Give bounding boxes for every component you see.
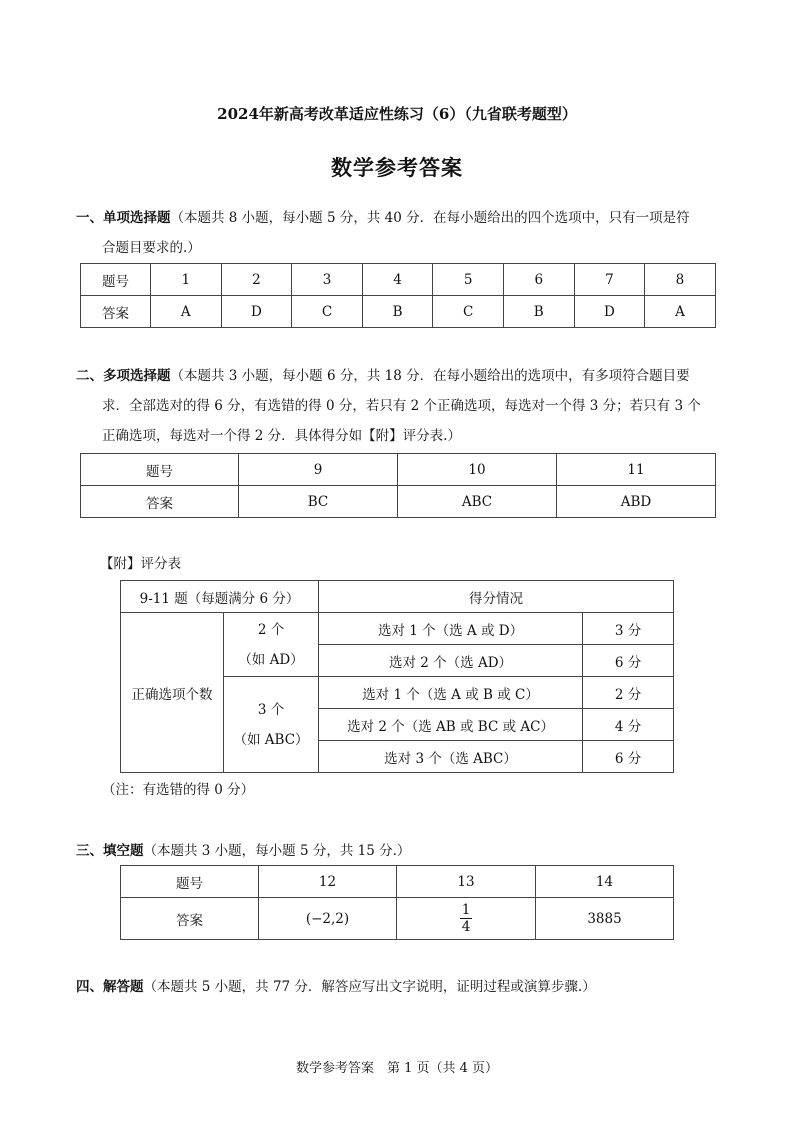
section3-desc: （本题共 3 小题，每小题 5 分，共 15 分.） (143, 843, 411, 859)
section2-description (76, 361, 726, 451)
section4-description (76, 972, 726, 1002)
answer-cell (397, 898, 536, 940)
section1-heading: 一、单项选择题 (76, 210, 171, 226)
answer-cell: C (292, 296, 363, 328)
scoring-group-2 (224, 613, 319, 677)
answer-cell: 3885 (536, 898, 674, 940)
section3-heading: 三、填空题 (76, 843, 144, 859)
group-3-example: （如 ABC） (233, 731, 309, 748)
doc-title: 数学参考答案 (331, 155, 463, 180)
scoring-group-3 (224, 677, 319, 773)
answer-cell: BC (239, 486, 398, 518)
section2-desc-line2: 求．全部选对的得 6 分，有选错的得 0 分，若只有 2 个正确选项，每选对一个得 3 分；若只有 3 个 (102, 398, 701, 414)
scoring-score: 4 分 (583, 709, 674, 741)
section4-heading: 四、解答题 (76, 979, 144, 995)
question-number: 13 (397, 866, 536, 898)
scoring-case: 选对 1 个（选 A 或 D） (319, 613, 583, 645)
table-row (121, 613, 674, 645)
answer-cell: D (221, 296, 292, 328)
scoring-title: 【附】评分表 (100, 556, 181, 572)
section1-description (76, 203, 726, 263)
question-number: 7 (574, 264, 645, 296)
group-2-example: （如 AD） (238, 651, 304, 668)
section2-desc-line1: （本题共 3 小题，每小题 6 分，共 18 分．在每小题给出的选项中，有多项符合题目要 (170, 368, 690, 384)
question-number: 11 (557, 454, 716, 486)
scoring-header-right: 得分情况 (319, 581, 674, 613)
section2-table (80, 453, 716, 518)
question-number: 10 (398, 454, 557, 486)
answer-cell: D (574, 296, 645, 328)
question-number: 5 (433, 264, 504, 296)
row-label: 答案 (121, 898, 259, 940)
answer-cell: ABD (557, 486, 716, 518)
scoring-score: 2 分 (583, 677, 674, 709)
question-number: 12 (259, 866, 397, 898)
section2-heading: 二、多项选择题 (76, 368, 171, 384)
table-row (121, 898, 674, 940)
scoring-case: 选对 2 个（选 AB 或 BC 或 AC） (319, 709, 583, 741)
row-label: 题号 (81, 264, 151, 296)
scoring-case: 选对 1 个（选 A 或 B 或 C） (319, 677, 583, 709)
scoring-score: 6 分 (583, 645, 674, 677)
question-number: 9 (239, 454, 398, 486)
section1-desc-line2: 合题目要求的.） (102, 240, 201, 256)
section2-desc-line3: 正确选项，每选对一个得 2 分．具体得分如【附】评分表.） (102, 428, 461, 444)
group-3-count: 3 个 (257, 701, 285, 718)
section3-description (76, 836, 726, 866)
answer-cell: (−2,2) (259, 898, 397, 940)
scoring-category: 正确选项个数 (121, 613, 224, 773)
fraction-denominator: 4 (461, 919, 471, 935)
fraction (460, 902, 473, 935)
answer-cell: ABC (398, 486, 557, 518)
answer-cell: A (151, 296, 222, 328)
table-row (81, 454, 716, 486)
table-row (121, 581, 674, 613)
section4-desc: （本题共 5 小题，共 77 分．解答应写出文字说明，证明过程或演算步骤.） (143, 979, 596, 995)
scoring-score: 3 分 (583, 613, 674, 645)
question-number: 6 (503, 264, 574, 296)
question-number: 3 (292, 264, 363, 296)
question-number: 8 (645, 264, 716, 296)
row-label: 题号 (121, 866, 259, 898)
row-label: 题号 (81, 454, 239, 486)
scoring-table (120, 580, 674, 773)
section1-table (80, 263, 716, 328)
exam-title: 2024年新高考改革适应性练习（6）（九省联考题型） (217, 105, 577, 123)
answer-cell: C (433, 296, 504, 328)
scoring-header-left: 9-11 题（每题满分 6 分） (121, 581, 319, 613)
question-number: 14 (536, 866, 674, 898)
scoring-case: 选对 3 个（选 ABC） (319, 741, 583, 773)
group-2-count: 2 个 (257, 621, 285, 638)
row-label: 答案 (81, 486, 239, 518)
question-number: 4 (362, 264, 433, 296)
answer-cell: B (362, 296, 433, 328)
scoring-case: 选对 2 个（选 AD） (319, 645, 583, 677)
table-row (81, 264, 716, 296)
row-label: 答案 (81, 296, 151, 328)
section1-desc-line1: （本题共 8 小题，每小题 5 分，共 40 分．在每小题给出的四个选项中，只有一项是符 (170, 210, 690, 226)
scoring-score: 6 分 (583, 741, 674, 773)
section3-table (120, 865, 674, 940)
question-number: 2 (221, 264, 292, 296)
table-row (81, 296, 716, 328)
question-number: 1 (151, 264, 222, 296)
table-row (121, 866, 674, 898)
scoring-note: （注：有选错的得 0 分） (102, 782, 255, 798)
answer-cell: A (645, 296, 716, 328)
fraction-numerator: 1 (461, 902, 471, 918)
table-row (81, 486, 716, 518)
answer-cell: B (503, 296, 574, 328)
page-footer: 数学参考答案 第 1 页（共 4 页） (295, 1061, 499, 1076)
